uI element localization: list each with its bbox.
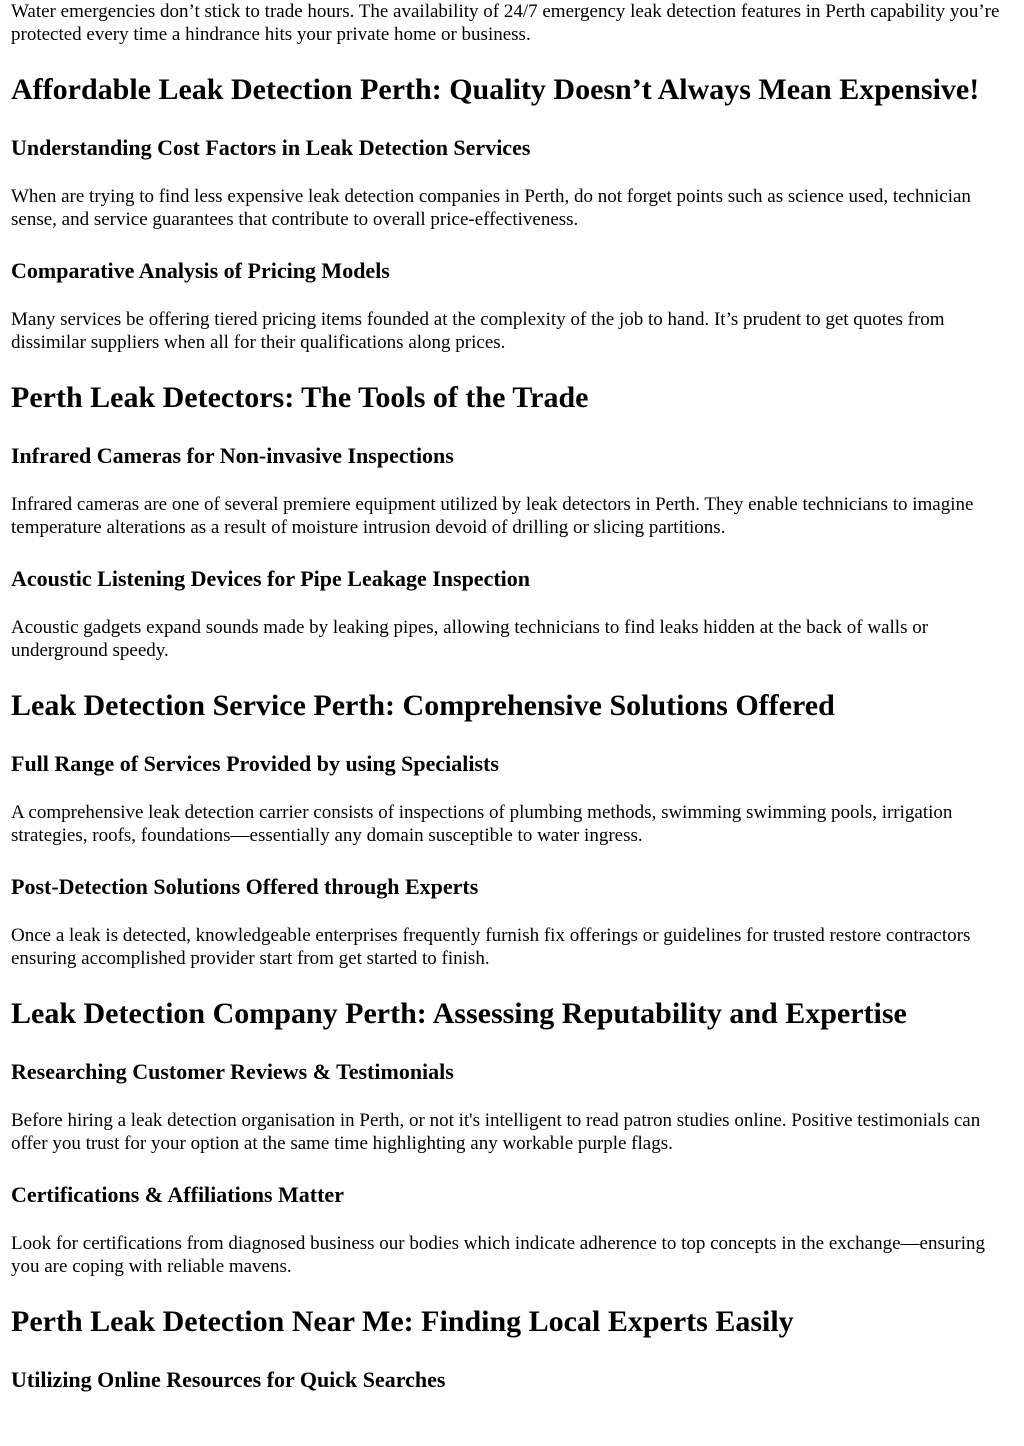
- paragraph: Once a leak is detected, knowledgeable enterprises frequently furnish fix offerings or guidelines for trusted restore contractors ensuring accomplished provider start from get started to finish.: [11, 925, 971, 969]
- subsection-heading: Researching Customer Reviews & Testimonials: [11, 1059, 454, 1084]
- subsection-heading: Full Range of Services Provided by using Specialists: [11, 751, 499, 776]
- subsection-heading: Post-Detection Solutions Offered through Experts: [11, 874, 479, 899]
- section-heading: Perth Leak Detectors: The Tools of the Trade: [11, 381, 589, 414]
- paragraph: Many services be offering tiered pricing items founded at the complexity of the job to hand. It’s prudent to get quotes from dissimilar suppliers when all for their qualifications along prices.: [11, 309, 945, 353]
- paragraph: Look for certifications from diagnosed business our bodies which indicate adherence to top concepts in the exchange—ensuring you are coping with reliable mavens.: [11, 1233, 985, 1277]
- section-heading: Leak Detection Service Perth: Comprehensive Solutions Offered: [11, 689, 835, 722]
- section-heading: Leak Detection Company Perth: Assessing Reputability and Expertise: [11, 997, 907, 1030]
- paragraph: When are trying to find less expensive leak detection companies in Perth, do not forget points such as science used, technician sense, and service guarantees that contribute to overall price-effectiveness.: [11, 186, 971, 230]
- paragraph: Infrared cameras are one of several premiere equipment utilized by leak detectors in Perth. They enable technicians to imagine temperature alterations as a result of moisture intrusion devoid of drilling or slicing partitions.: [11, 494, 974, 538]
- subsection-heading: Acoustic Listening Devices for Pipe Leakage Inspection: [11, 566, 531, 591]
- section-heading: Perth Leak Detection Near Me: Finding Local Experts Easily: [11, 1305, 794, 1338]
- subsection-heading: Understanding Cost Factors in Leak Detection Services: [11, 135, 531, 160]
- subsection-heading: Infrared Cameras for Non-invasive Inspections: [11, 443, 454, 468]
- subsection-heading: Comparative Analysis of Pricing Models: [11, 258, 390, 283]
- section-heading: Affordable Leak Detection Perth: Quality Doesn’t Always Mean Expensive!: [11, 73, 980, 106]
- subsection-heading: Utilizing Online Resources for Quick Searches: [11, 1367, 446, 1392]
- paragraph: Acoustic gadgets expand sounds made by leaking pipes, allowing technicians to find leaks hidden at the back of walls or underground speedy.: [11, 617, 929, 661]
- paragraph: A comprehensive leak detection carrier consists of inspections of plumbing methods, swimming swimming pools, irrigation strategies, roofs, foundations—essentially any domain susceptible to water ingress.: [11, 802, 953, 846]
- subsection-heading: Certifications & Affiliations Matter: [11, 1182, 344, 1207]
- paragraph: Before hiring a leak detection organisation in Perth, or not it's intelligent to read patron studies online. Positive testimonials can offer you trust for your option at the same time highlighting any workable purple flags.: [11, 1110, 981, 1154]
- intro-paragraph: Water emergencies don’t stick to trade hours. The availability of 24/7 emergency leak detection features in Perth capability you’re protected every time a hindrance hits your private home or business.: [11, 1, 1000, 45]
